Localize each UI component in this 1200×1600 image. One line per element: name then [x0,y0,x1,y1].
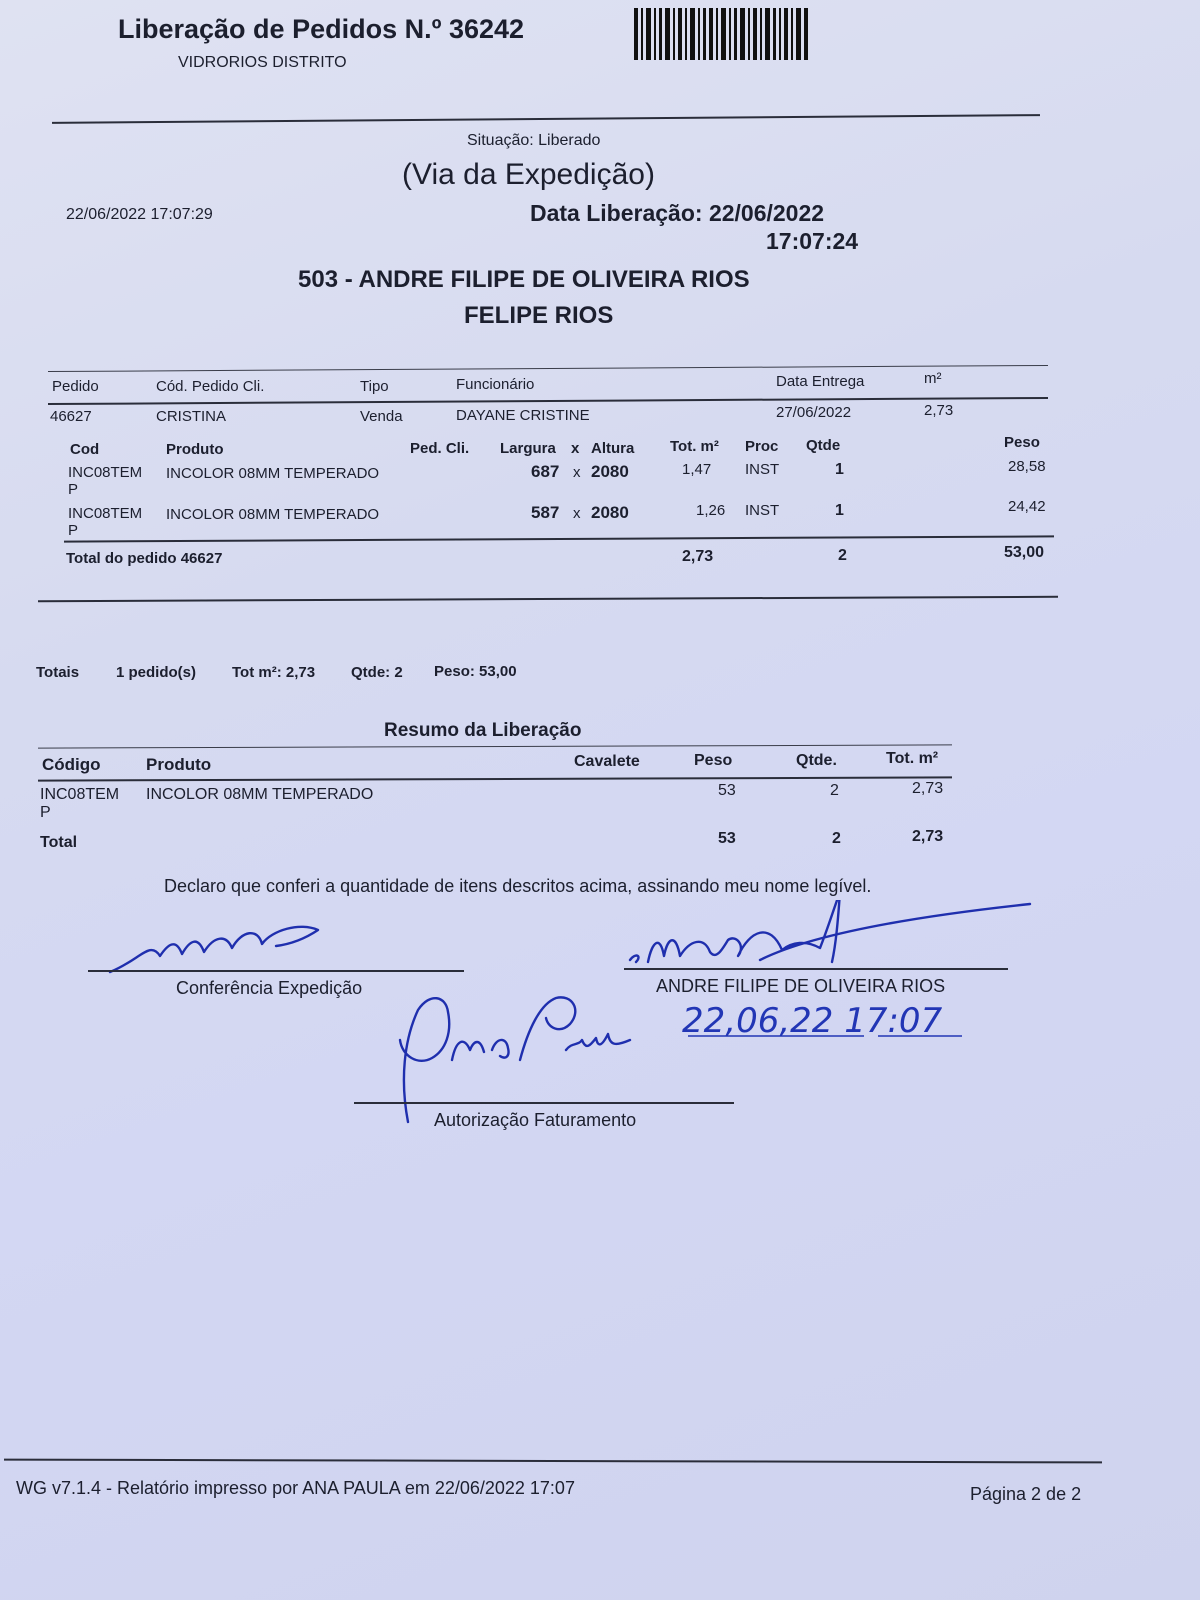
resumo-row-peso: 53 [718,782,736,799]
resumo-total-peso: 53 [718,830,736,847]
item-row-2-largura: 587 [531,503,560,522]
client-name: 503 - ANDRE FILIPE DE OLIVEIRA RIOS [298,266,750,293]
resumo-row-codigo: INC08TEM P [40,786,120,821]
order-funcionario: DAYANE CRISTINE [456,407,590,424]
signature-line-right [624,968,1008,970]
order-total-line [64,535,1054,542]
resumo-header-line [38,776,952,781]
col-m2: m² [924,370,942,387]
status-text: Situação: Liberado [467,132,601,149]
item-row-2-produto: INCOLOR 08MM TEMPERADO [166,506,380,523]
item-col-proc: Proc [745,438,779,455]
company-name: VIDRORIOS DISTRITO [178,54,347,71]
resumo-row-qtde: 2 [830,782,839,799]
totals-tot-m2: Tot m²: 2,73 [232,664,316,681]
item-row-1-x: x [573,464,581,481]
signature-andre [630,900,1030,962]
totals-label: Totais [36,664,80,681]
order-top-line [48,365,1048,372]
order-total-qtde: 2 [838,547,847,564]
item-row-1-tot-m2: 1,47 [682,461,712,478]
release-date: Data Liberação: 22/06/2022 [530,200,825,226]
item-row-1-altura: 2080 [591,462,629,481]
item-row-2-peso: 24,42 [1008,498,1046,515]
resumo-col-produto: Produto [146,755,212,774]
item-row-2-qtde: 1 [835,502,844,519]
item-row-2-cod: INC08TEM P [68,505,143,539]
order-data-entrega: 27/06/2022 [776,404,852,421]
order-m2: 2,73 [924,402,954,419]
declaration-text: Declaro que conferi a quantidade de itens descritos acima, assinando meu nome legível. [164,876,872,896]
header-divider [52,114,1040,124]
item-row-1-produto: INCOLOR 08MM TEMPERADO [166,465,380,482]
item-col-largura: Largura [500,440,556,457]
item-row-1-largura: 687 [531,462,560,481]
resumo-top-line [38,744,952,748]
barcode [634,8,810,60]
order-header-line [48,397,1048,405]
signature-label-right: ANDRE FILIPE DE OLIVEIRA RIOS [656,976,946,996]
resumo-total-tot-m2: 2,73 [912,828,944,845]
item-row-2-altura: 2080 [591,503,629,522]
totals-peso: Peso: 53,00 [434,663,517,680]
footer-line [4,1459,1102,1464]
col-tipo: Tipo [360,378,389,395]
item-row-1-qtde: 1 [835,461,844,478]
page-number: Página 2 de 2 [970,1484,1082,1504]
totals-pedidos: 1 pedido(s) [116,664,197,681]
col-pedido: Pedido [52,378,99,395]
col-data-entrega: Data Entrega [776,373,865,390]
item-col-peso: Peso [1004,434,1040,451]
order-tipo: Venda [360,408,403,425]
col-cod-pedido-cli: Cód. Pedido Cli. [156,378,265,395]
order-total-m2: 2,73 [682,548,714,565]
resumo-row-produto: INCOLOR 08MM TEMPERADO [146,786,374,803]
resumo-title: Resumo da Liberação [384,720,582,741]
item-col-cod: Cod [70,441,100,458]
document-title: Liberação de Pedidos N.º 36242 [118,14,525,44]
resumo-total-qtde: 2 [832,830,841,847]
item-col-tot-m2: Tot. m² [670,438,719,455]
footer-printed-by: WG v7.1.4 - Relatório impresso por ANA PAULA em 22/06/2022 17:07 [16,1478,575,1498]
item-row-2-proc: INST [745,502,780,519]
handwritten-date: 22,06,22 17:07 [682,1001,943,1041]
resumo-row-tot-m2: 2,73 [912,780,944,797]
signature-label-bottom: Autorização Faturamento [434,1110,637,1130]
item-col-qtde: Qtde [806,437,841,454]
resumo-col-qtde: Qtde. [796,752,837,769]
totals-qtde: Qtde: 2 [351,664,403,681]
resumo-col-tot-m2: Tot. m² [886,750,939,767]
order-total-peso: 53,00 [1004,544,1045,561]
order-pedido: 46627 [50,408,92,425]
signature-line-left [88,970,464,972]
order-bottom-line [38,596,1058,602]
resumo-col-cavalete: Cavalete [574,753,640,770]
order-cod-cli: CRISTINA [156,408,227,425]
signature-line-bottom [354,1102,734,1104]
print-datetime: 22/06/2022 17:07:29 [66,206,213,223]
item-col-x: x [571,440,580,457]
copy-type: (Via da Expedição) [402,158,655,191]
client-nickname: FELIPE RIOS [464,302,614,329]
item-row-1-cod: INC08TEM P [68,464,143,498]
resumo-col-peso: Peso [694,752,733,769]
item-row-2-tot-m2: 1,26 [696,502,726,519]
item-col-produto: Produto [166,441,224,458]
signature-label-left: Conferência Expedição [176,978,363,998]
item-col-altura: Altura [591,440,635,457]
order-total-label: Total do pedido 46627 [66,550,223,567]
col-funcionario: Funcionário [456,376,535,393]
item-row-1-peso: 28,58 [1008,458,1046,475]
resumo-total-label: Total [40,834,78,851]
release-time: 17:07:24 [766,228,859,254]
resumo-col-codigo: Código [42,755,101,774]
signature-conferencia [110,927,318,972]
item-row-1-proc: INST [745,461,780,478]
item-col-ped-cli: Ped. Cli. [410,440,470,457]
item-row-2-x: x [573,505,581,522]
